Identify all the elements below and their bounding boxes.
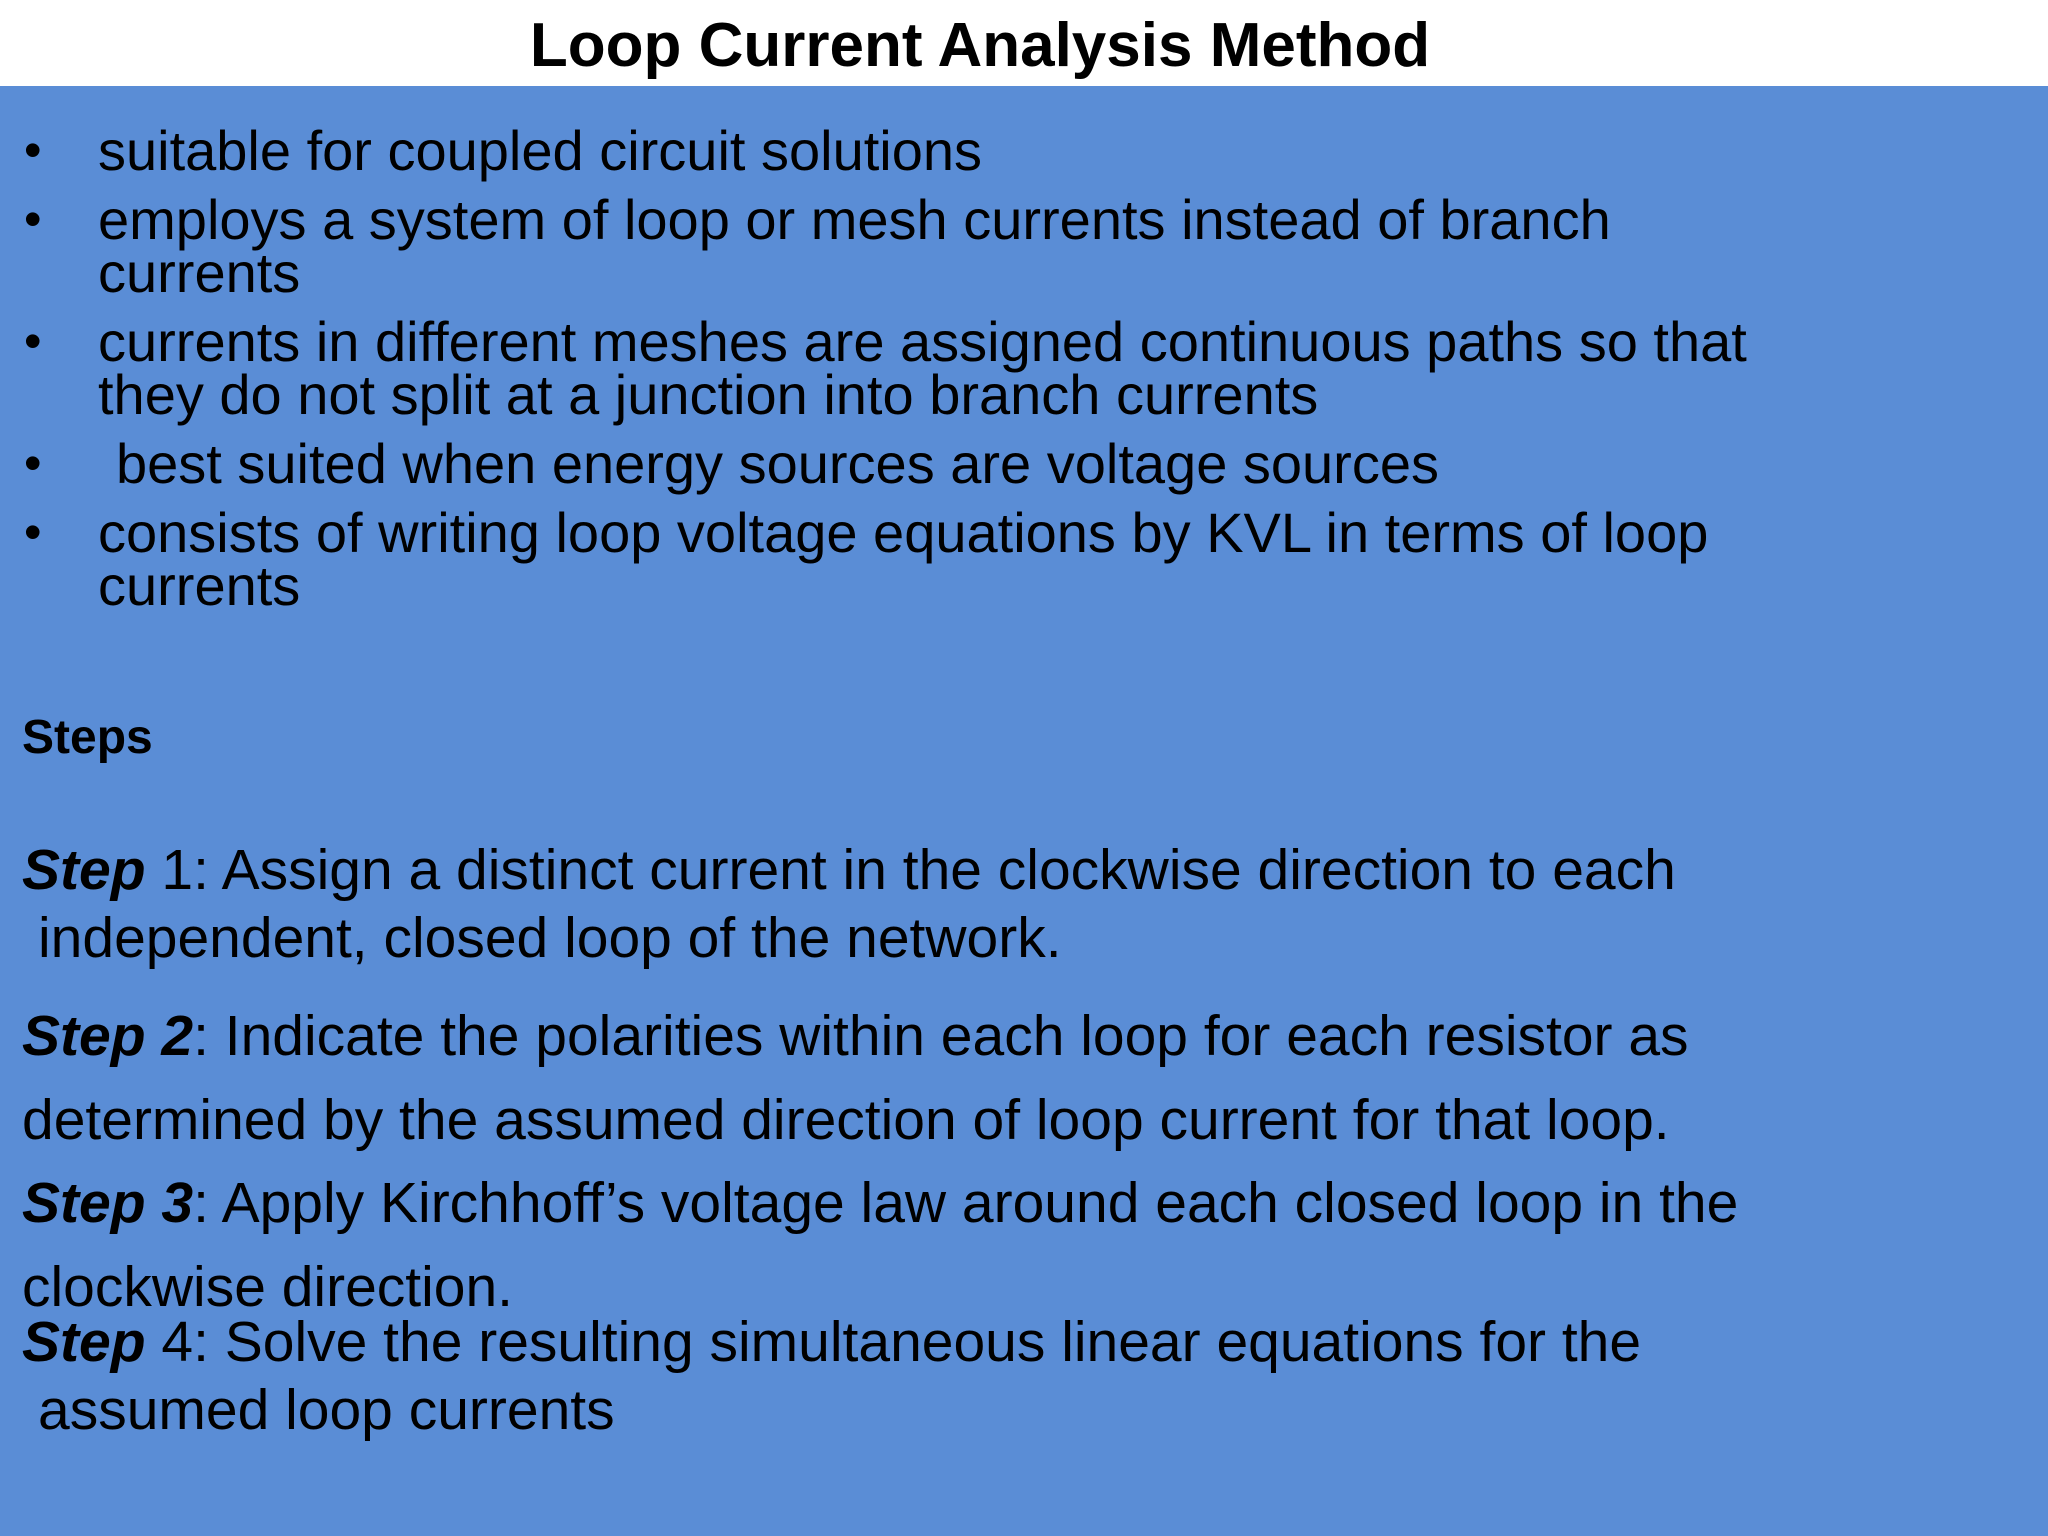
- bullet-marker: •: [24, 313, 42, 369]
- bullet-item: [0, 310, 2048, 426]
- title-bar: [0, 0, 2048, 86]
- bullet-item: [0, 432, 2048, 495]
- slide-body: [0, 86, 2048, 1536]
- slide-title: Loop Current Analysis Method: [529, 11, 1431, 80]
- step-2: [22, 994, 2012, 1162]
- step-text: : Indicate the polarities within each loop for each resistor as: [193, 1004, 1689, 1068]
- bullet-text: consists of writing loop voltage equations by KVL in terms of loop: [98, 501, 1709, 564]
- steps-heading: Steps: [22, 711, 153, 764]
- step-text-continued: independent, closed loop of the network.: [38, 906, 1062, 970]
- bullet-text: currents in different meshes are assigned continuous paths so that: [98, 310, 1747, 373]
- bullet-text-continued: currents: [98, 554, 301, 617]
- bullet-text: suitable for coupled circuit solutions: [98, 119, 983, 182]
- step-text-continued: determined by the assumed direction of loop current for that loop.: [22, 1088, 1670, 1152]
- step-text: 1: Assign a distinct current in the clockwise direction to each: [145, 838, 1676, 902]
- step-text: : Apply Kirchhoff’s voltage law around each closed loop in the: [193, 1171, 1739, 1235]
- step-text: 4: Solve the resulting simultaneous linear equations for the: [145, 1310, 1642, 1374]
- step-text-continued: assumed loop currents: [38, 1378, 615, 1442]
- bullet-text-continued: currents: [98, 241, 301, 304]
- step-label: Step 2: [22, 1004, 194, 1068]
- bullet-item: [0, 188, 2048, 304]
- bullet-text: employs a system of loop or mesh currents instead of branch: [98, 188, 1611, 251]
- bullet-text: best suited when energy sources are voltage sources: [116, 432, 1439, 495]
- bullet-item: [0, 501, 2048, 617]
- step-1: [22, 836, 2012, 972]
- step-text-continued: clockwise direction.: [22, 1255, 514, 1319]
- bullet-text-continued: they do not split at a junction into branch currents: [98, 363, 1319, 426]
- bullet-item: [0, 119, 2048, 182]
- bullet-marker: •: [24, 191, 42, 247]
- step-3: [22, 1161, 2012, 1329]
- bullet-list: [0, 119, 2048, 628]
- bullet-marker: •: [24, 122, 42, 178]
- step-label: Step 3: [22, 1171, 194, 1235]
- bullet-marker: •: [24, 435, 42, 491]
- bullet-marker: •: [24, 504, 42, 560]
- step-4: [22, 1308, 2012, 1444]
- step-label: Step: [22, 1310, 146, 1374]
- step-label: Step: [22, 838, 146, 902]
